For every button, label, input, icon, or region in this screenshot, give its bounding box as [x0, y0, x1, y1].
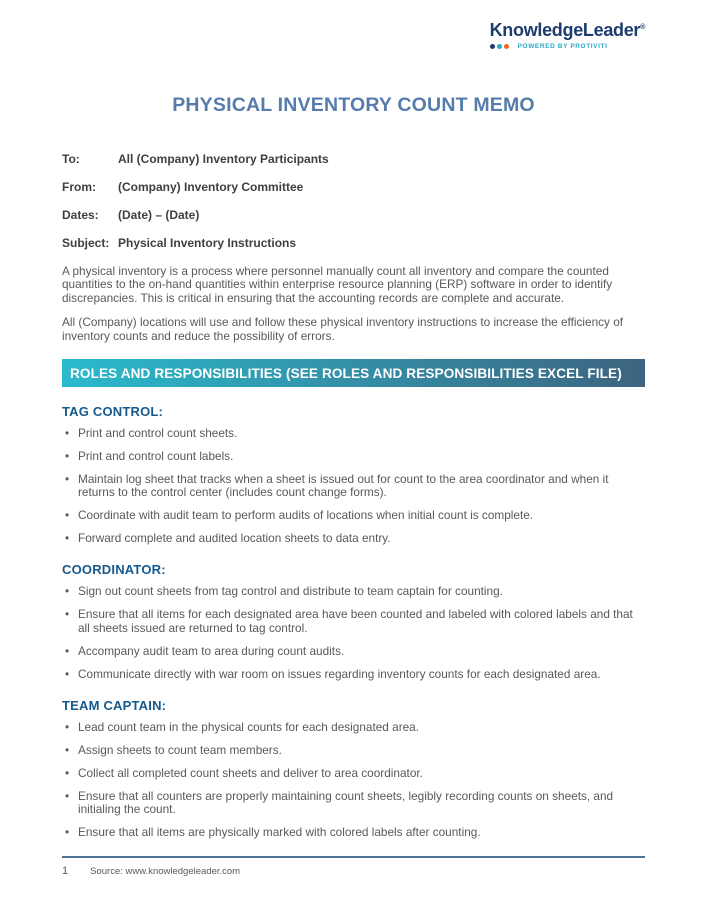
- bullet-icon: •: [65, 666, 70, 681]
- bullet-icon: •: [65, 720, 70, 734]
- list-item: [62, 826, 645, 839]
- list-item: [62, 668, 645, 681]
- logo-wordmark: [490, 18, 645, 40]
- memo-row-dates: [62, 209, 645, 222]
- list-item-text: Ensure that all counters are properly maintaining count sheets, legibly recording counts on sheets, and initialing the count.: [78, 788, 614, 817]
- intro-paragraph: All (Company) locations will use and follow these physical inventory instructions to increase the efficiency of inventory counts and reduce the possibility of errors.: [62, 315, 624, 343]
- bullet-icon: •: [65, 508, 70, 523]
- list-item: [62, 532, 645, 545]
- list-item-text: Forward complete and audited location sheets to data entry.: [78, 531, 391, 546]
- bullet-icon: •: [65, 426, 70, 441]
- memo-row-subject: [62, 237, 645, 250]
- list-item: [62, 767, 645, 780]
- bullet-icon: •: [65, 825, 70, 840]
- memo-label: To:: [62, 152, 80, 166]
- teal-dot-icon: [497, 44, 502, 49]
- intro-paragraph: A physical inventory is a process where personnel manually count all inventory and compare the counted quantities to the on-hand quantities within enterprise resource planning (ERP) software in order to identify discrepancies. This is critical in ensuring that the accounting records are complete and accurate.: [62, 264, 613, 305]
- list-item-text: Assign sheets to count team members.: [78, 742, 282, 757]
- footer-divider: [62, 856, 645, 858]
- memo-row-to: [62, 153, 645, 166]
- list-item: [62, 509, 645, 522]
- roles-responsibilities-banner: ROLES AND RESPONSIBILITIES (SEE ROLES AND RESPONSIBILITIES EXCEL FILE): [62, 359, 645, 387]
- list-item-text: Collect all completed count sheets and deliver to area coordinator.: [78, 765, 423, 780]
- list-item-text: Print and control count labels.: [78, 448, 234, 463]
- page-number: 1: [62, 865, 69, 877]
- knowledgeleader-logo: [490, 18, 645, 50]
- list-item: [62, 790, 645, 817]
- list-item: [62, 427, 645, 440]
- navy-dot-icon: [490, 44, 495, 49]
- list-item-text: Lead count team in the physical counts for each designated area.: [78, 720, 420, 734]
- memo-header: [62, 153, 645, 250]
- section-coordinator: [62, 562, 645, 681]
- memo-value: (Date) – (Date): [118, 208, 200, 222]
- memo-value: (Company) Inventory Committee: [118, 180, 304, 194]
- page-title: PHYSICAL INVENTORY COUNT MEMO: [172, 94, 535, 116]
- footer-source-text: Source: www.knowledgeleader.com: [90, 866, 241, 877]
- list-item: [62, 721, 645, 734]
- footer-row: [62, 865, 645, 877]
- list-item: [62, 585, 645, 598]
- page-footer: [62, 856, 645, 877]
- orange-dot-icon: [504, 44, 509, 49]
- logo-dots-icon: [490, 44, 509, 49]
- list-item-text: Communicate directly with war room on issues regarding inventory counts for each designated area.: [78, 666, 601, 681]
- logo-brand-text: KnowledgeLeader: [489, 20, 641, 40]
- section-heading: COORDINATOR:: [62, 562, 166, 578]
- memo-label: From:: [62, 180, 96, 194]
- intro-paragraphs: [62, 265, 645, 343]
- bullet-icon: •: [65, 607, 70, 622]
- list-item-text: Accompany audit team to area during count audits.: [78, 643, 345, 658]
- section-heading: TAG CONTROL:: [62, 404, 164, 420]
- logo-tagline-row: [490, 43, 608, 50]
- list-item-text: Print and control count sheets.: [78, 426, 238, 441]
- memo-label: Dates:: [62, 208, 99, 222]
- memo-label: Subject:: [62, 236, 110, 250]
- memo-row-from: [62, 181, 645, 194]
- list-item: [62, 450, 645, 463]
- bullet-icon: •: [65, 742, 70, 757]
- bullet-icon: •: [65, 531, 70, 546]
- bullet-icon: •: [65, 471, 70, 486]
- bullet-icon: •: [65, 765, 70, 780]
- bullet-icon: •: [65, 643, 70, 658]
- section-heading: TEAM CAPTAIN:: [62, 698, 167, 713]
- logo-tagline: POWERED BY PROTIVITI: [517, 43, 608, 50]
- list-item-text: Coordinate with audit team to perform audits of locations when initial count is complete.: [78, 508, 534, 523]
- list-item-text: Sign out count sheets from tag control and distribute to team captain for counting.: [78, 584, 503, 599]
- list-item: [62, 744, 645, 757]
- bullet-icon: •: [65, 584, 70, 599]
- memo-value: All (Company) Inventory Participants: [118, 152, 329, 166]
- section-team-captain: [62, 698, 645, 839]
- list-item-text: Maintain log sheet that tracks when a sheet is issued out for count to the area coordinator and when it returns to the control center (includes count change forms).: [78, 471, 609, 500]
- bullet-icon: •: [65, 788, 70, 803]
- list-item: [62, 608, 645, 635]
- section-tag-control: [62, 404, 645, 545]
- bullet-icon: •: [65, 448, 70, 463]
- memo-value: Physical Inventory Instructions: [118, 236, 297, 250]
- list-item-text: Ensure that all items for each designated area have been counted and labeled with colored labels and that all sheets issued are returned to tag control.: [78, 607, 633, 635]
- list-item: [62, 645, 645, 658]
- list-item-text: Ensure that all items are physically marked with colored labels after counting.: [78, 825, 481, 840]
- trademark-symbol: ®: [640, 24, 645, 31]
- list-item: [62, 473, 645, 500]
